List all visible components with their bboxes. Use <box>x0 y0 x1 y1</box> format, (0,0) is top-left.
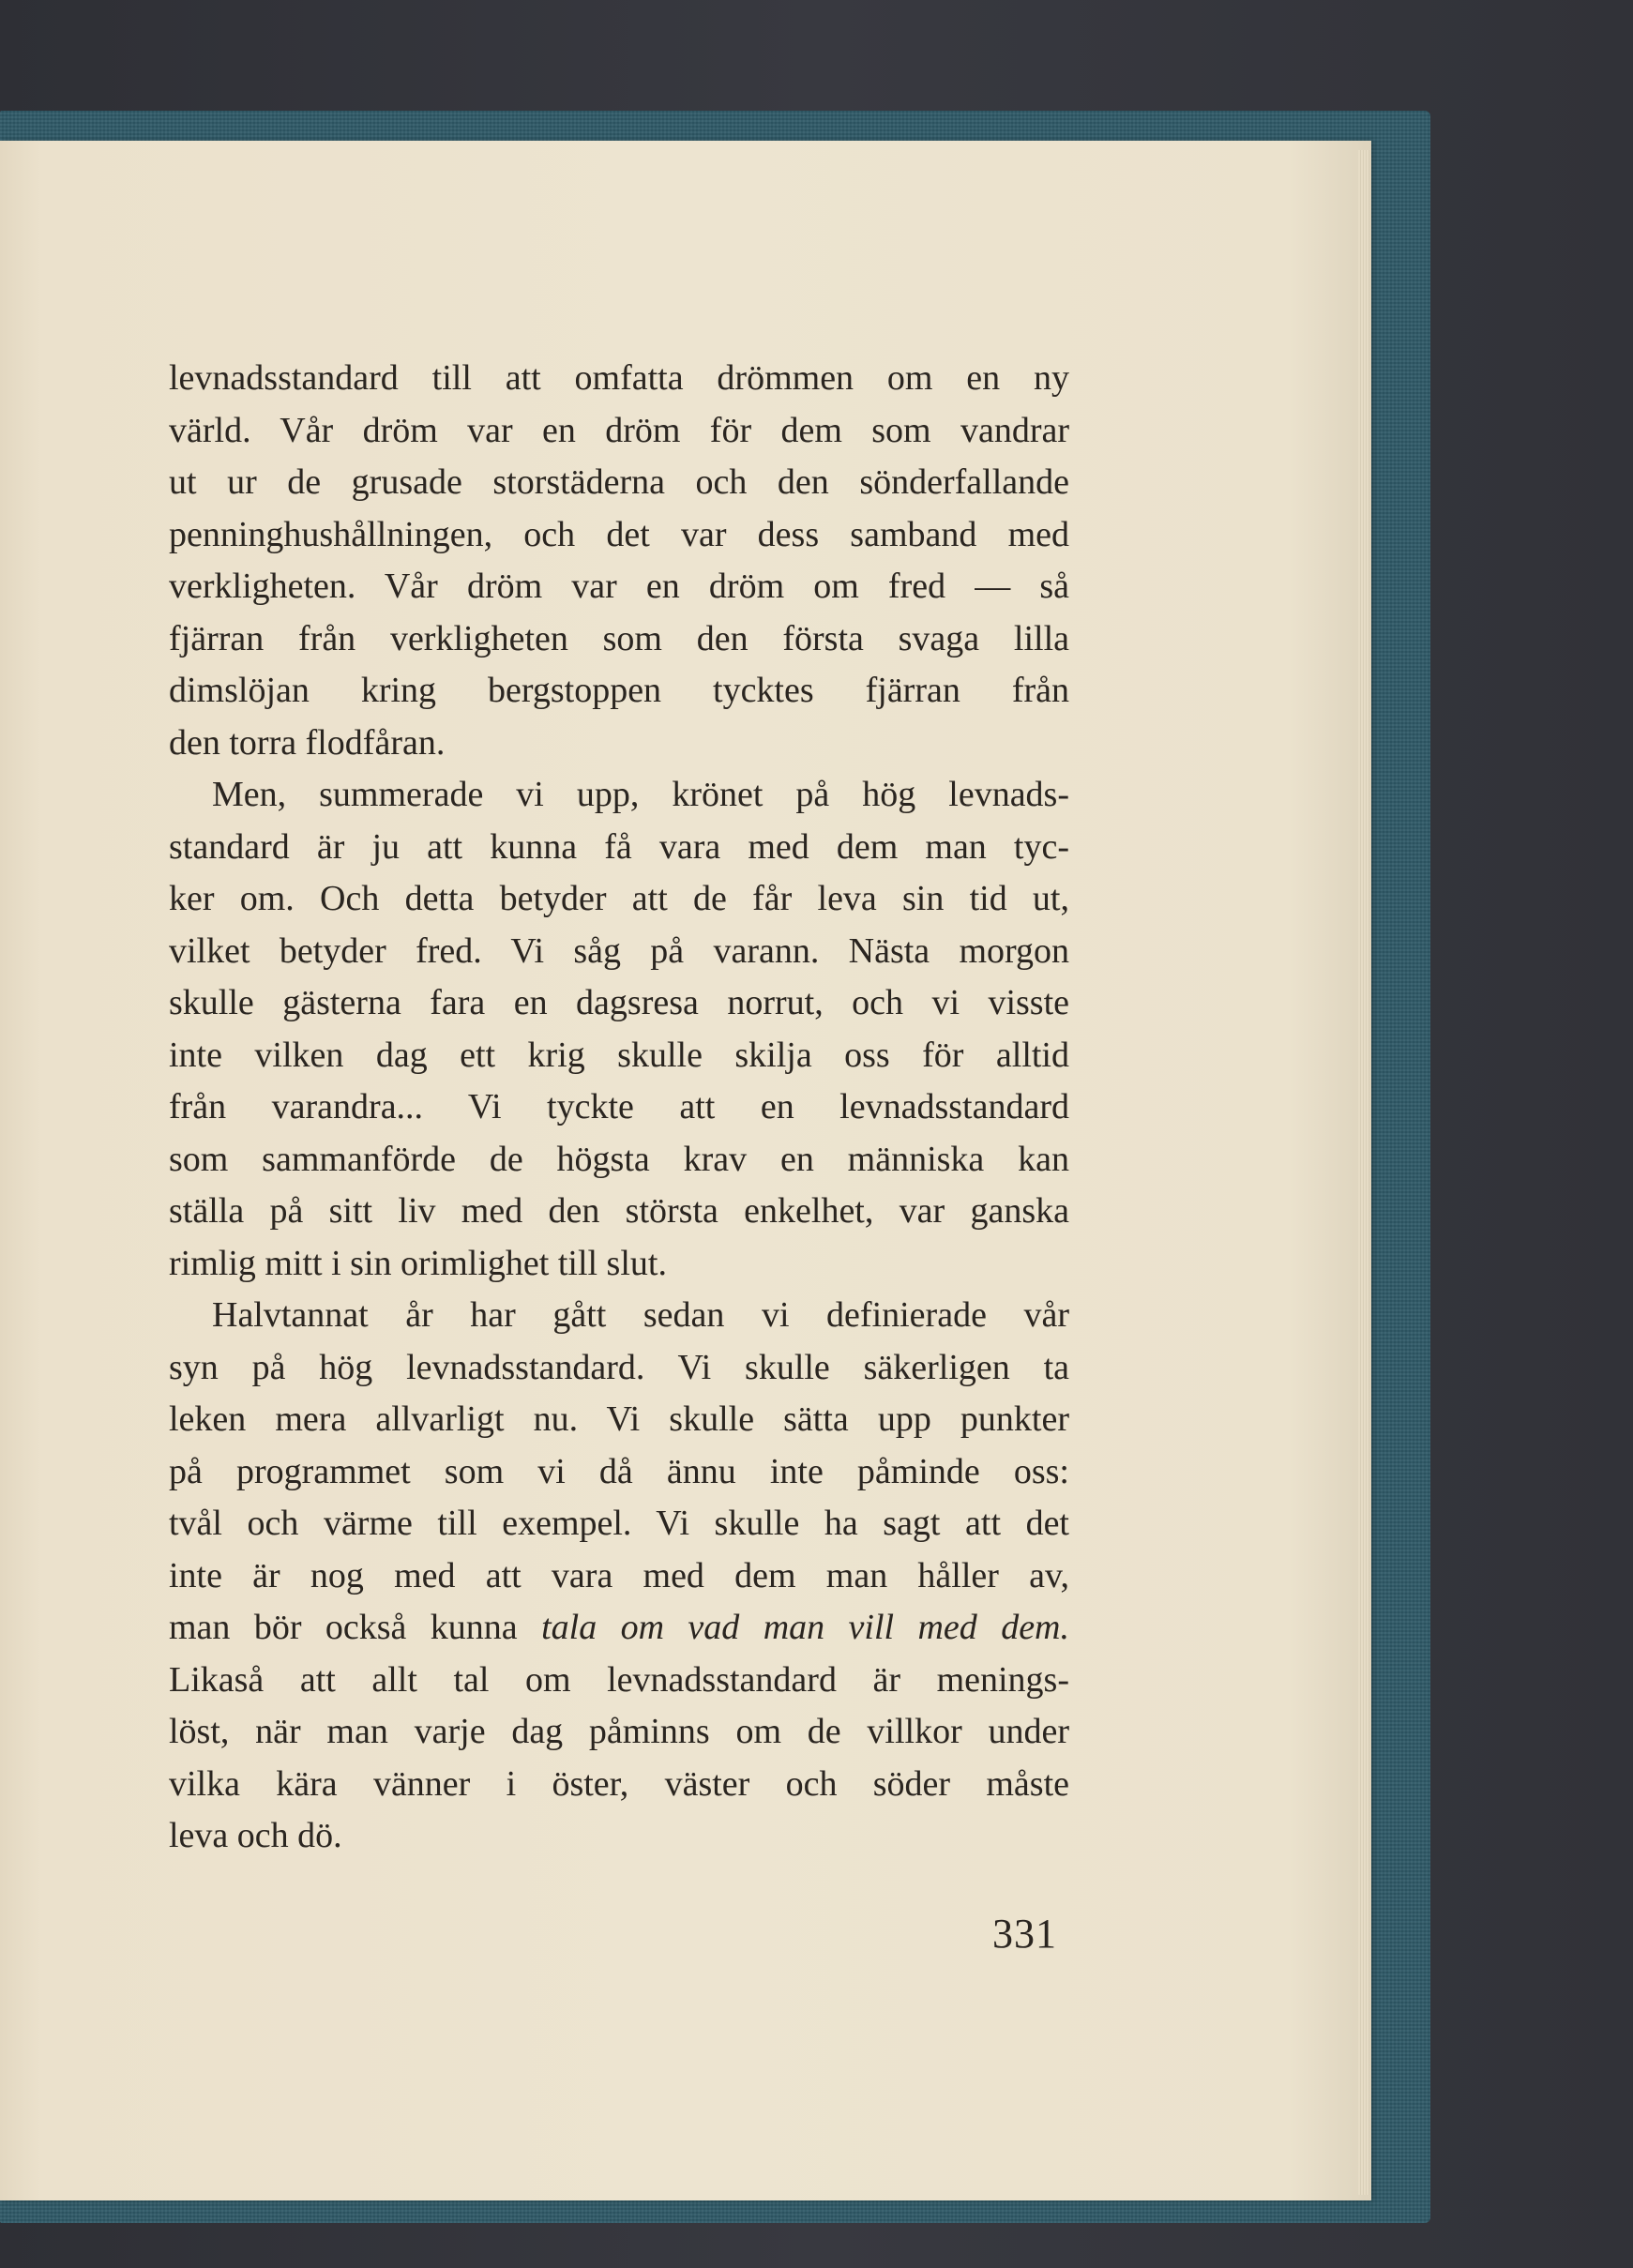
text-line: Likaså att allt tal om levnadsstandard är menings- <box>169 1659 1069 1700</box>
text-line: löst, när man varje dag påminns om de villkor under <box>169 1712 1069 1751</box>
text-line: leva och dö. <box>169 1816 342 1855</box>
text-line: syn på hög levnadsstandard. Vi skulle säkerligen ta <box>169 1347 1069 1387</box>
text-line: den torra flodfåran. <box>169 722 446 763</box>
text-line: dimslöjan kring bergstoppen tycktes fjärran från <box>169 671 1069 710</box>
text-line: på programmet som vi då ännu inte påminde oss: <box>169 1451 1069 1491</box>
text-segment: man bör också kunna <box>169 1608 518 1647</box>
page-edges <box>1358 150 1369 2195</box>
text-line: tvål och värme till exempel. Vi skulle ha sagt att det <box>169 1504 1069 1543</box>
text-line: ställa på sitt liv med den största enkelhet, var ganska <box>169 1191 1069 1231</box>
italic-text-segment: tala om vad man vill med dem. <box>541 1608 1070 1647</box>
text-line: fjärran från verkligheten som den första svaga lilla <box>169 618 1069 658</box>
text-line: Men, summerade vi upp, krönet på hög levnads- <box>212 775 1069 814</box>
text-line: leken mera allvarligt nu. Vi skulle sätta upp punkter <box>169 1399 1069 1439</box>
text-line: penninghushållningen, och det var dess samband med <box>169 514 1069 554</box>
text-line: skulle gästerna fara en dagsresa norrut, och vi visste <box>169 983 1069 1022</box>
page-number: 331 <box>992 1911 1057 1957</box>
text-line: standard är ju att kunna få vara med dem man tyc- <box>169 826 1069 867</box>
text-line: ker om. Och detta betyder att de får leva sin tid ut, <box>169 879 1069 918</box>
body-text <box>169 353 1069 1863</box>
text-line: levnadsstandard till att omfatta drömmen om en ny <box>169 358 1069 398</box>
text-line: Halvtannat år har gått sedan vi definierade vår <box>212 1295 1069 1335</box>
text-line: som sammanförde de högsta krav en människa kan <box>169 1139 1069 1179</box>
text-line: rimlig mitt i sin orimlighet till slut. <box>169 1243 667 1283</box>
text-line: vilket betyder fred. Vi såg på varann. Nästa morgon <box>169 930 1069 971</box>
text-line: från varandra... Vi tyckte att en levnadsstandard <box>169 1087 1069 1126</box>
text-line-with-italic <box>169 1602 1069 1655</box>
text-line: vilka kära vänner i öster, väster och söder måste <box>169 1763 1069 1804</box>
text-line: inte vilken dag ett krig skulle skilja oss för alltid <box>169 1035 1069 1075</box>
text-line: inte är nog med att vara med dem man håller av, <box>169 1555 1069 1595</box>
text-line: värld. Vår dröm var en dröm för dem som vandrar <box>169 410 1069 450</box>
text-line: verkligheten. Vår dröm var en dröm om fred — så <box>169 567 1069 606</box>
text-line: ut ur de grusade storstäderna och den sönderfallande <box>169 462 1069 502</box>
